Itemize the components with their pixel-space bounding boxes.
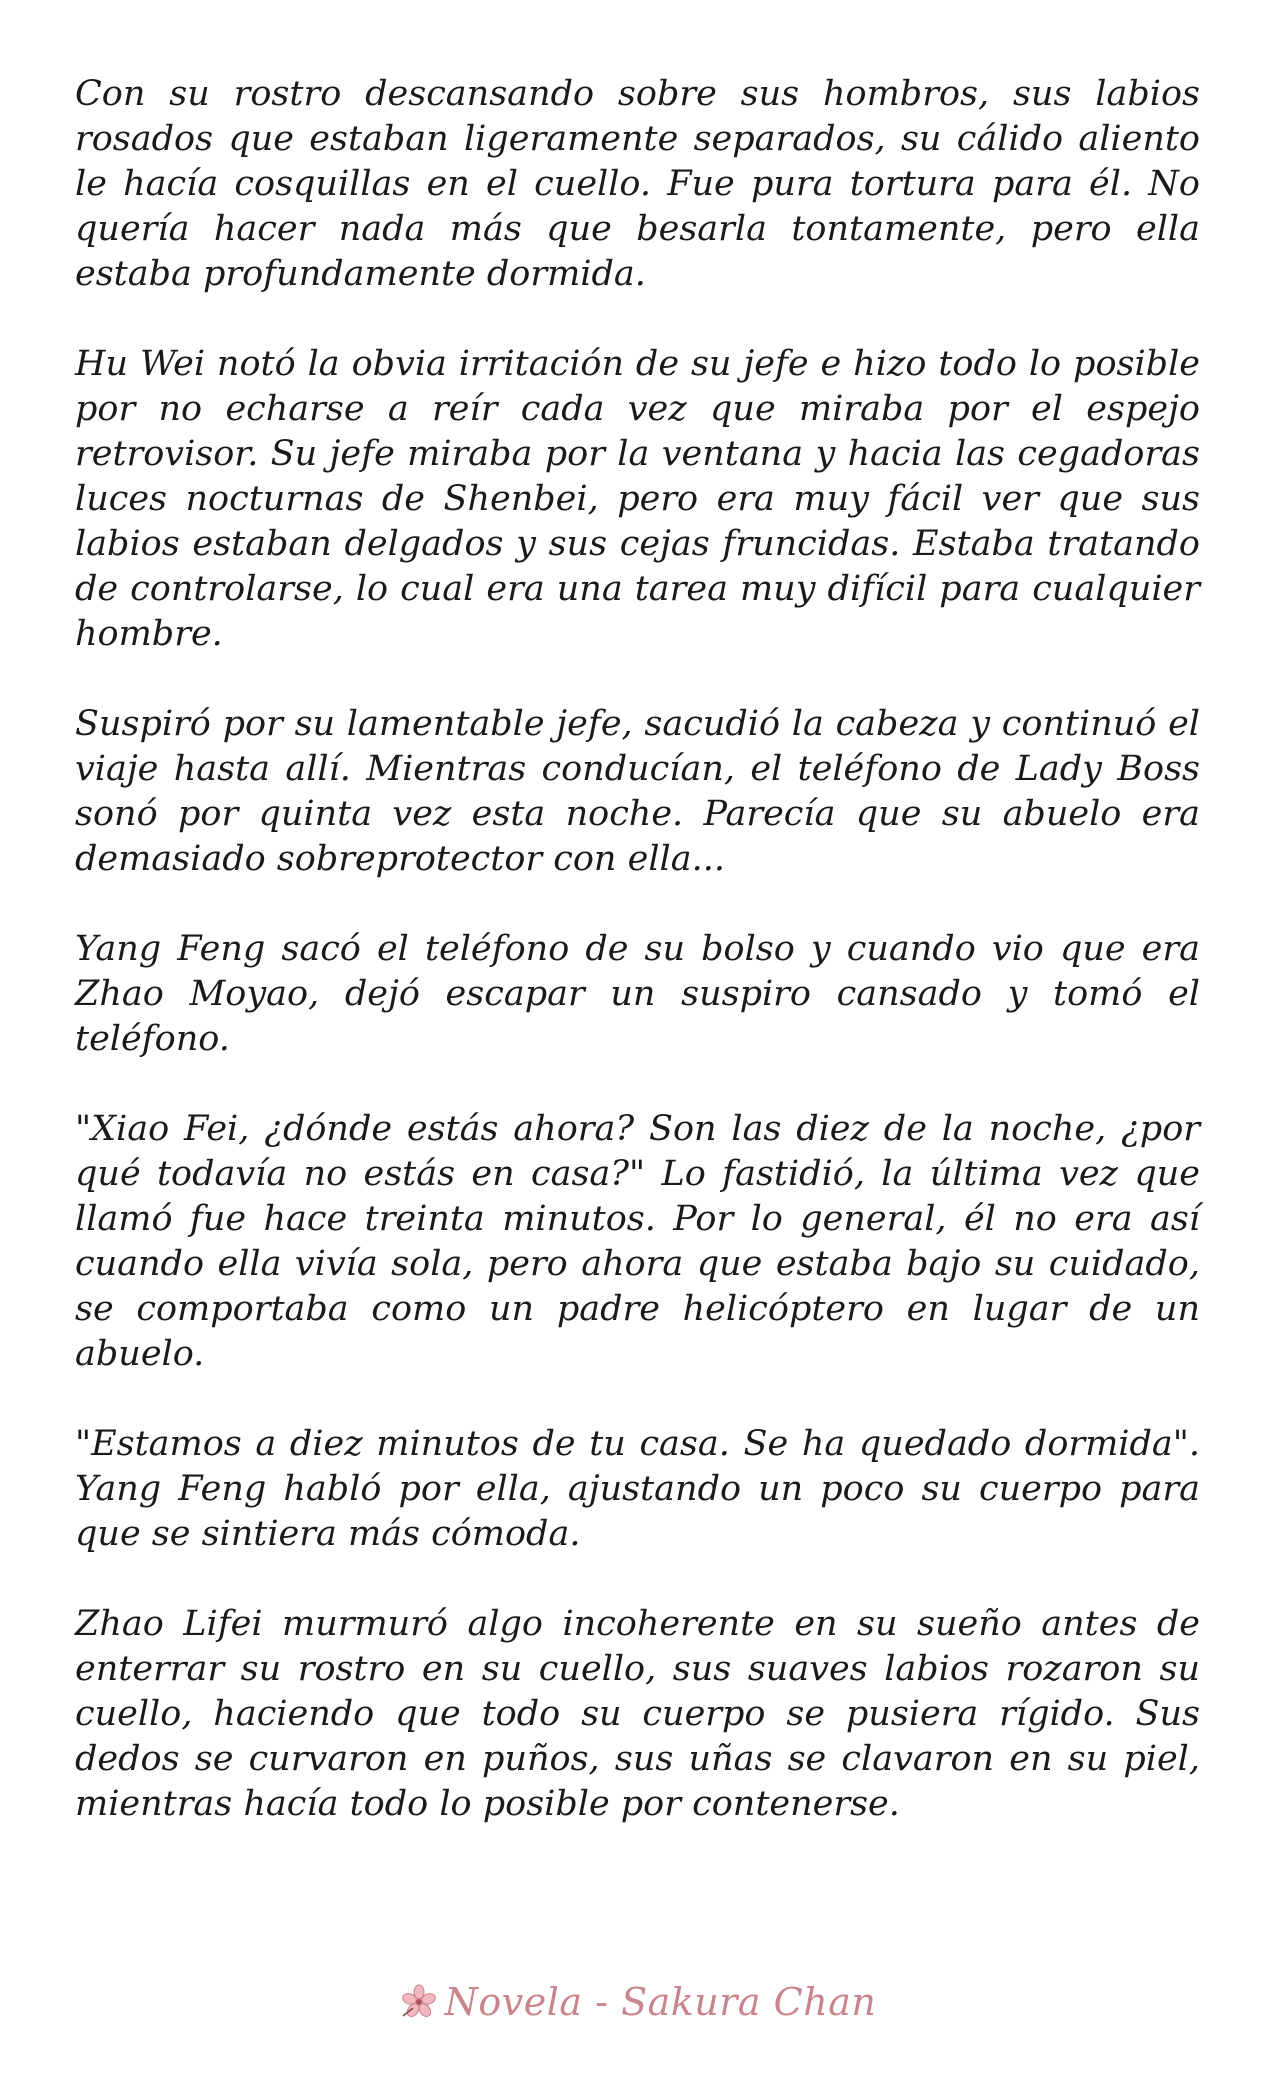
text-column [75, 72, 1200, 1872]
paragraph-1: Con su rostro descansando sobre sus hombros, sus labios rosados que estaban ligeramente separados, su cálido aliento le hacía cosquillas en el cuello. Fue pura tortura para él. No quería hacer nada más que besarla tontamente, pero ella estaba profundamente dormida. [75, 74, 1200, 294]
paragraph-6: "Estamos a diez minutos de tu casa. Se ha quedado dormida". Yang Feng habló por ella, ajustando un poco su cuerpo para que se sintiera más cómoda. [75, 1424, 1200, 1554]
paragraph-7: Zhao Lifei murmuró algo incoherente en su sueño antes de enterrar su rostro en su cuello, sus suaves labios rozaron su cuello, haciendo que todo su cuerpo se pusiera rígido. Sus dedos se curvaron en puños, sus uñas se clavaron en su piel, mientras hacía todo lo posible por contenerse. [75, 1604, 1200, 1824]
footer [0, 1972, 1275, 2032]
paragraph-4: Yang Feng sacó el teléfono de su bolso y cuando vio que era Zhao Moyao, dejó escapar un suspiro cansado y tomó el teléfono. [75, 929, 1200, 1059]
paragraph-5: "Xiao Fei, ¿dónde estás ahora? Son las diez de la noche, ¿por qué todavía no estás en casa?" Lo fastidió, la última vez que llamó fue hace treinta minutos. Por lo general, él no era así cuando ella vivía sola, pero ahora que estaba bajo su cuidado, se comportaba como un padre helicóptero en lugar de un abuelo. [75, 1109, 1200, 1374]
sakura-blossom-icon [399, 1982, 439, 2022]
footer-logo [399, 1980, 877, 2024]
paragraph-2: Hu Wei notó la obvia irritación de su jefe e hizo todo lo posible por no echarse a reír cada vez que miraba por el espejo retrovisor. Su jefe miraba por la ventana y hacia las cegadoras luces nocturnas de Shenbei, pero era muy fácil ver que sus labios estaban delgados y sus cejas fruncidas. Estaba tratando de controlarse, lo cual era una tarea muy difícil para cualquier hombre. [75, 344, 1200, 654]
footer-brand-text: Novela - Sakura Chan [444, 1980, 877, 2024]
paragraph-3: Suspiró por su lamentable jefe, sacudió la cabeza y continuó el viaje hasta allí. Mientras conducían, el teléfono de Lady Boss sonó por quinta vez esta noche. Parecía que su abuelo era demasiado sobreprotector con ella... [75, 704, 1200, 879]
